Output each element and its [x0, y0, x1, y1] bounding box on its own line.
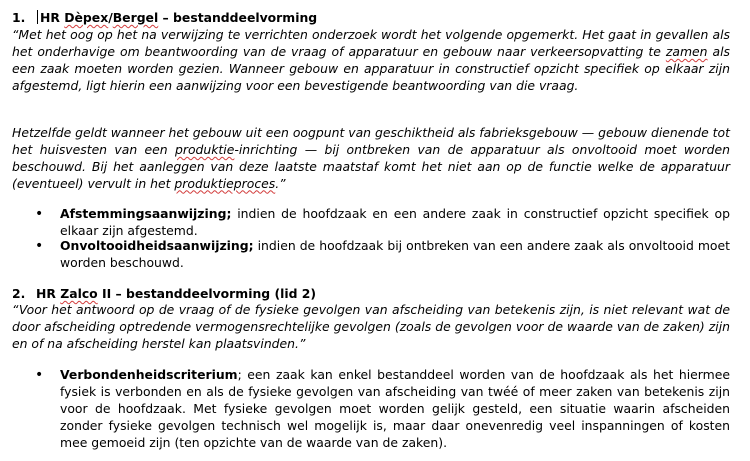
spellcheck-flag[interactable]: Zalco — [60, 286, 98, 301]
section-2-quote: “Voor het antwoord op de vraag of de fysieke gevolgen van afscheiding van betekenis zijn, is niet relevant wat de door afscheiding optredende vermogensrechtelijke gevolgen (zoals de gevolgen voor de waarde van de zaken) zijn en of na afscheiding herstel kan plaatsvinden.” — [12, 302, 730, 351]
bullet-term: Onvoltooidheidsaanwijzing; — [60, 238, 254, 253]
section-1-heading: 1. HR Dèpex/Bergel – bestanddeelvorming — [12, 10, 318, 25]
section-1-quote-paragraph-2: Hetzelfde geldt wanneer het gebouw uit een oogpunt van geschiktheid als fabrieksgebouw — gebouw dienende tot het huisvesten van een produktie-inrichting — bij ontbreken van de apparatuur als onvoltooid moet worden beschouwd. Bij het aanleggen van deze laatste maatstaf komt het niet aan op de functie welke de apparatuur (eventueel) vervult in het produktieproces.” — [12, 125, 730, 191]
section-1-bullet-1: Afstemmingsaanwijzing; indien de hoofdzaak en een andere zaak in constructief opzicht specifiek op elkaar zijn afgestemd. — [60, 206, 730, 238]
bullet-term: Afstemmingsaanwijzing; — [60, 206, 232, 221]
bullet-marker: • — [35, 238, 44, 254]
bullet-marker: • — [35, 367, 44, 383]
bullet-marker: • — [35, 206, 44, 222]
spellcheck-flag[interactable]: zamen — [665, 43, 708, 59]
section-2-bullet-1: Verbondenheidscriterium; een zaak kan enkel bestanddeel worden van de hoofdzaak als het hiermee fysiek is verbonden en als de fysieke gevolgen van afscheiding van twéé of meer zaken van betekenis zijn voor de hoofdzaak. Met fysieke gevolgen moet worden gelijk gesteld, een situatie waarin afscheiden zonder fysieke gevolgen technisch wel mogelijk is, maar daar onevenredig veel inspanningen of kosten mee gemoeid zijn (ten opzichte van de waarde van de zaken). — [60, 367, 730, 450]
spellcheck-flag[interactable]: produktie — [175, 141, 235, 157]
spellcheck-flag[interactable]: Bergel — [112, 10, 159, 25]
section-2-number: 2. — [12, 286, 26, 301]
section-1-bullet-2: Onvoltooidheidsaanwijzing; indien de hoofdzaak bij ontbreken van een andere zaak als onvoltooid moet worden beschouwd. — [60, 238, 730, 270]
bullet-term: Verbondenheidscriterium — [60, 367, 238, 382]
spellcheck-flag[interactable]: Dèpex — [64, 10, 109, 25]
section-2-heading: 2. HR Zalco II – bestanddeelvorming (lid 2) — [12, 286, 317, 301]
text-cursor — [37, 10, 38, 24]
section-1-quote-paragraph-1: “Met het oog op het na verwijzing te verrichten onderzoek wordt het volgende opgemerkt. Het gaat in gevallen als het onderhavige om beantwoording van de vraag of apparatuur en gebouw naar verkeersopvatting te zamen als een zaak moeten worden gezien. Wanneer gebouw en apparatuur in constructief opzicht specifiek op elkaar zijn afgestemd, ligt hierin een aanwijzing voor een bevestigende beantwoording van die vraag. — [12, 27, 731, 93]
spellcheck-flag[interactable]: produktieproces — [174, 175, 276, 191]
section-1-number: 1. — [12, 10, 26, 25]
